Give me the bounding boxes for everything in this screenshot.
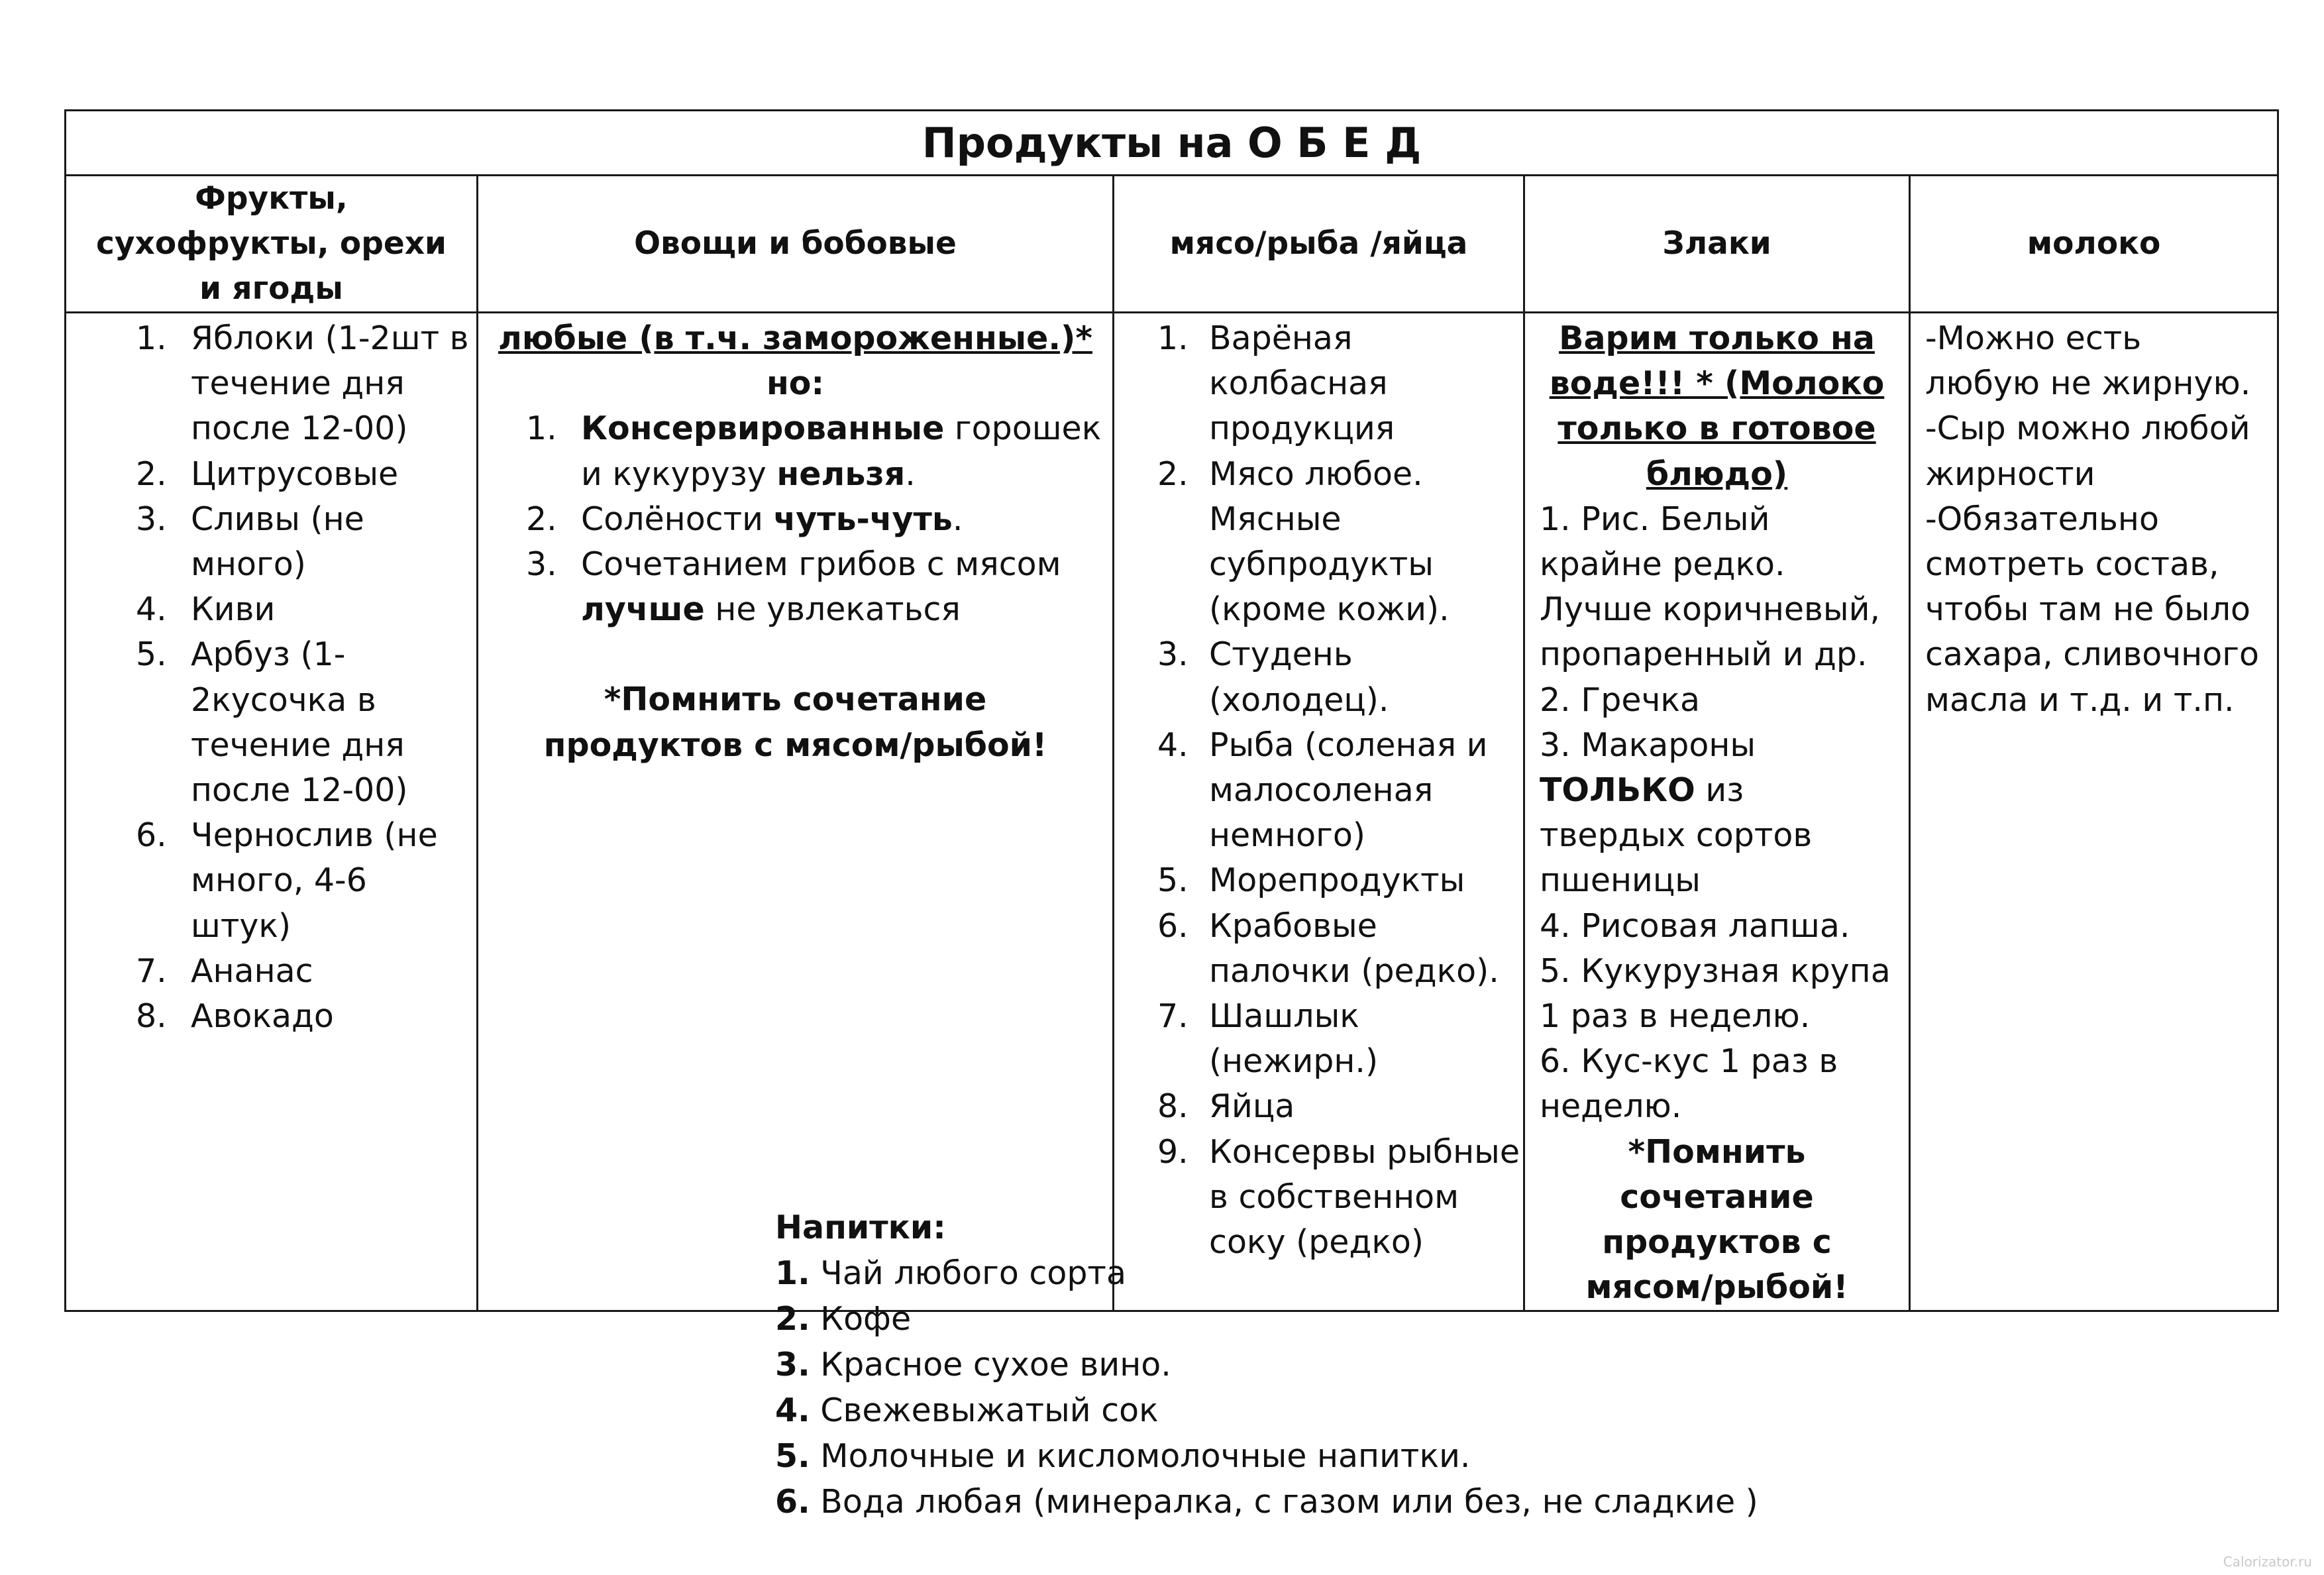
list-item	[1114, 904, 1523, 994]
item-number: 4.	[1157, 726, 1188, 764]
item-text-end: из твердых сортов пшеницы	[1540, 771, 1813, 900]
list-item	[66, 452, 476, 497]
list-item	[66, 632, 476, 813]
item-bold-text: лучше	[581, 590, 705, 629]
list-item	[66, 316, 476, 452]
grains-cell	[1524, 313, 1910, 1311]
item-text: Арбуз (1-2кусочка в течение дня после 12-00)	[191, 635, 408, 810]
list-item	[775, 1433, 1758, 1479]
list-item	[66, 587, 476, 632]
item-number: 3.	[775, 1346, 810, 1384]
list-item	[1114, 994, 1523, 1084]
list-item: 1. Рис. Белый крайне редко. Лучше коричневый, пропаренный и др.	[1540, 500, 1880, 674]
column-header-fruits	[66, 176, 478, 313]
list-item: 5. Кукурузная крупа 1 раз в неделю.	[1540, 951, 1891, 1036]
item-text: Чай любого сорта	[810, 1254, 1126, 1292]
grains-content	[1525, 316, 1909, 1310]
item-text: Ананас	[191, 951, 313, 990]
spacer	[478, 632, 1112, 677]
list-item	[1540, 723, 1894, 904]
drinks-section	[775, 1205, 1758, 1525]
item-text: 3. Макароны	[1540, 726, 1756, 764]
meat-list	[1114, 316, 1523, 1265]
vegetables-cell	[478, 313, 1114, 1311]
item-text: Консервы рыбные в собственном соку (редко)	[1209, 1132, 1520, 1262]
item-text: Молочные и кисломолочные напитки.	[810, 1437, 1471, 1475]
item-number: 2.	[136, 455, 167, 493]
milk-cell	[1910, 313, 2278, 1311]
list-item	[478, 542, 1112, 632]
item-text-end: .	[952, 500, 963, 538]
item-number: 6.	[136, 816, 167, 855]
meat-cell	[1114, 313, 1524, 1311]
item-text: Яйца	[1209, 1087, 1295, 1126]
list-item: 2. Гречка	[1540, 680, 1701, 719]
list-item	[66, 994, 476, 1039]
item-number: 1.	[136, 319, 167, 357]
item-text: Морепродукты	[1209, 861, 1465, 900]
item-number: 5.	[136, 635, 167, 674]
item-number: 4.	[775, 1391, 810, 1429]
item-number: 1.	[775, 1254, 810, 1292]
list-item	[478, 406, 1112, 496]
list-item: 4. Рисовая лапша.	[1540, 906, 1850, 945]
item-bold-text: чуть-чуть	[773, 500, 953, 538]
grains-note: *Помнить сочетание продуктов с мясом/рыбой!	[1585, 1132, 1848, 1307]
list-item	[1114, 858, 1523, 903]
list-item	[775, 1250, 1758, 1296]
list-item	[1114, 452, 1523, 633]
list-item: -Сыр можно любой жирности	[1925, 409, 2250, 493]
item-text: Солёности	[581, 500, 774, 538]
vegetables-but: но:	[766, 364, 825, 403]
item-number: 3.	[526, 545, 557, 584]
list-item	[1114, 316, 1523, 452]
fruits-cell	[66, 313, 478, 1311]
list-item	[66, 497, 476, 587]
item-number: 1.	[526, 409, 557, 448]
item-number: 6.	[775, 1483, 810, 1521]
item-number: 5.	[775, 1437, 810, 1475]
drinks-title: Напитки:	[775, 1209, 946, 1246]
item-number: 3.	[136, 500, 167, 538]
vegetables-intro: любые (в т.ч. замороженные.)*	[498, 319, 1092, 357]
list-item	[775, 1479, 1758, 1525]
item-text: Сливы (не много)	[191, 500, 364, 584]
item-text: Варёная колбасная продукция	[1209, 319, 1395, 448]
item-text: Авокадо	[191, 997, 334, 1036]
list-item: -Можно есть любую не жирную.	[1925, 319, 2251, 403]
list-item	[775, 1342, 1758, 1387]
item-text-end: .	[905, 455, 916, 493]
item-number: 8.	[1157, 1087, 1188, 1126]
list-item	[66, 813, 476, 949]
item-text: Чернослив (не много, 4-6 штук)	[191, 816, 438, 945]
item-bold-text: ТОЛЬКО	[1540, 771, 1695, 810]
column-header-meat: мясо/рыба /яйца	[1114, 176, 1524, 313]
list-item	[1114, 723, 1523, 859]
list-item	[478, 497, 1112, 542]
item-number: 4.	[136, 590, 167, 629]
item-text: Студень (холодец).	[1209, 635, 1389, 719]
item-text: Киви	[191, 590, 276, 629]
item-text: Красное сухое вино.	[810, 1346, 1171, 1384]
fruits-list	[66, 316, 476, 1039]
item-number: 8.	[136, 997, 167, 1036]
item-text: Вода любая (минералка, с газом или без, не сладкие )	[810, 1483, 1758, 1521]
list-item	[1114, 1084, 1523, 1129]
milk-content	[1911, 316, 2277, 723]
item-text: Кофе	[810, 1300, 912, 1338]
item-text-end: не увлекаться	[704, 590, 961, 629]
item-number: 3.	[1157, 635, 1188, 674]
column-header-fruits-label: Фрукты, сухофрукты, орехи и ягоды	[96, 180, 447, 307]
column-header-grains: Злаки	[1524, 176, 1910, 313]
item-number: 5.	[1157, 861, 1188, 900]
item-text: Мясо любое. Мясные субпродукты (кроме кожи).	[1209, 455, 1450, 629]
item-number: 2.	[526, 500, 557, 538]
grains-intro: Варим только на воде!!! * (Молоко только в готовое блюдо)	[1549, 319, 1885, 493]
item-text: Цитрусовые	[191, 455, 399, 493]
list-item: 6. Кус-кус 1 раз в неделю.	[1540, 1042, 1838, 1126]
item-text: Шашлык (нежирн.)	[1209, 997, 1379, 1081]
watermark: Calorizator.ru	[2223, 1554, 2312, 1570]
list-item: -Обязательно смотреть состав, чтобы там не было сахара, сливочного масла и т.д. и т.п.	[1925, 500, 2259, 719]
item-number: 6.	[1157, 906, 1188, 945]
list-item	[1114, 632, 1523, 722]
item-number: 7.	[136, 951, 167, 990]
column-header-milk: молоко	[1910, 176, 2278, 313]
item-text: Сочетанием грибов с мясом	[581, 545, 1061, 584]
list-item	[775, 1387, 1758, 1433]
item-bold-text: нельзя	[776, 455, 906, 493]
item-text: Свежевыжатый сок	[810, 1391, 1159, 1429]
item-number: 7.	[1157, 997, 1188, 1036]
vegetables-list	[478, 406, 1112, 632]
item-number: 9.	[1157, 1132, 1188, 1171]
column-header-vegetables: Овощи и бобовые	[478, 176, 1114, 313]
list-item	[66, 949, 476, 994]
vegetables-note: *Помнить сочетание продуктов с мясом/рыбой!	[543, 680, 1047, 764]
table-title: Продукты на О Б Е Д	[66, 111, 2278, 176]
list-item	[775, 1296, 1758, 1342]
item-text: Крабовые палочки (редко).	[1209, 906, 1499, 990]
item-text: горошек и кукурузу	[581, 409, 1102, 493]
item-number: 2.	[775, 1300, 810, 1338]
item-text: Рыба (соленая и малосоленая немного)	[1209, 726, 1488, 855]
lunch-products-table	[64, 109, 2279, 1312]
item-number: 1.	[1157, 319, 1188, 357]
item-number: 2.	[1157, 455, 1188, 493]
item-bold-text: Консервированные	[581, 409, 945, 448]
item-text: Яблоки (1-2шт в течение дня после 12-00)	[191, 319, 469, 448]
